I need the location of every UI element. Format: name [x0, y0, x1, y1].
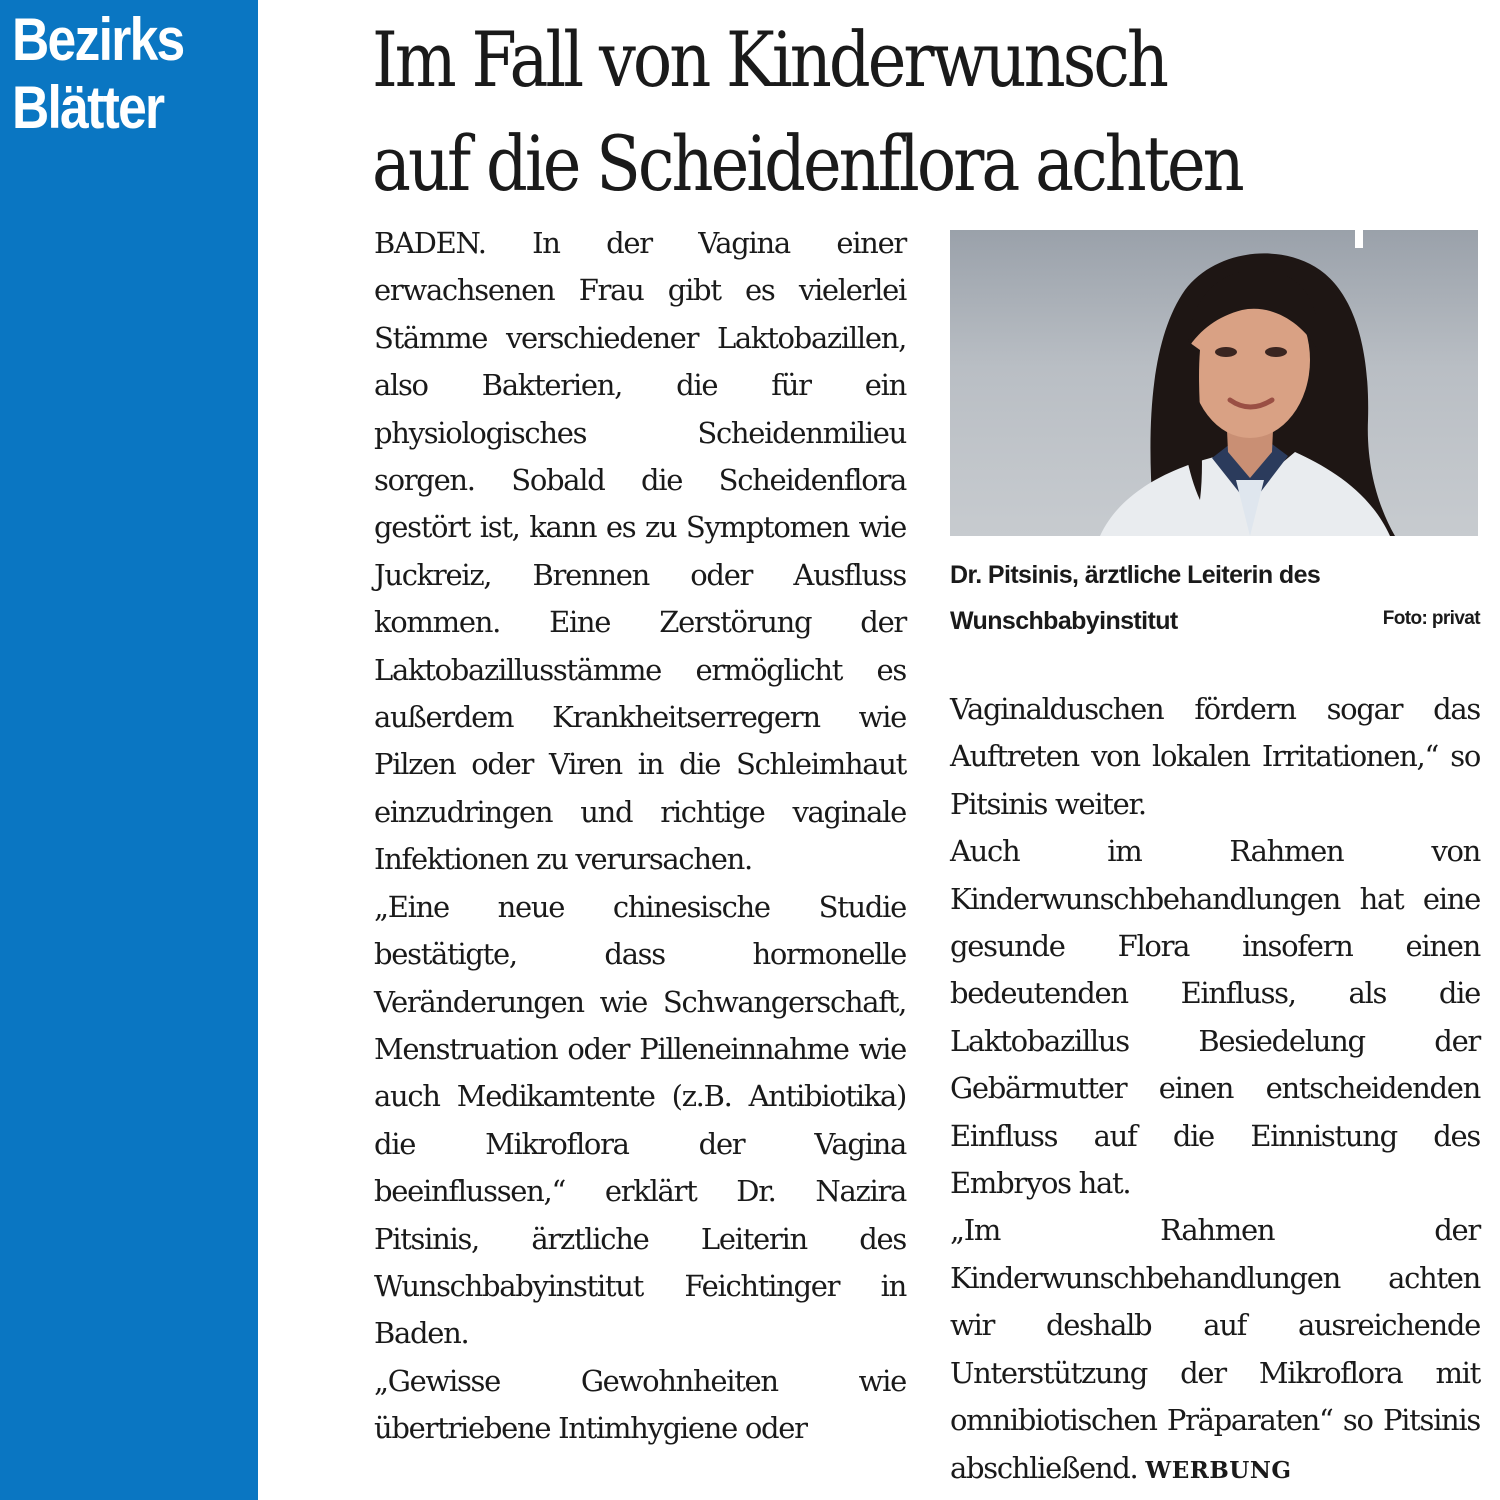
paragraph-fertility: Auch im Rahmen von Kinderwunschbehandlungen hat eine gesunde Flora insofern einen bedeutenden Einfluss, als die Laktobazillus Besiedelung der Gebärmutter einen entscheidenden Einfluss auf die Einnistung des Embryos hat. [950, 834, 1480, 1201]
article-column-left [374, 220, 906, 1453]
headline-line-2: auf die Scheidenflora achten [372, 119, 1242, 208]
conclusion-text: „Im Rahmen der Kinderwunschbehandlungen achten wir deshalb auf ausreichende Unterstützung der Mikroflora mit omnibiotischen Präparaten“ so Pitsinis abschließend. [950, 1213, 1480, 1485]
photo-credit: Foto: privat [1382, 608, 1480, 629]
article-column-right [950, 686, 1480, 1494]
portrait-illustration [950, 230, 1478, 536]
ad-label: WERBUNG [1145, 1456, 1292, 1484]
paragraph-quote-habits: „Gewisse Gewohnheiten wie übertriebene Intimhygiene oder [374, 1363, 906, 1446]
sidebar-band [0, 0, 258, 1500]
portrait-photo [950, 230, 1478, 536]
paragraph-irritations: Vaginalduschen fördern sogar das Auftreten von lokalen Irritationen,“ so Pitsinis weiter. [950, 692, 1480, 821]
article-headline [372, 8, 1492, 216]
headline-line-1: Im Fall von Kinderwunsch [372, 15, 1166, 104]
paragraph-quote-study: „Eine neue chinesische Studie bestätigte, dass hormonelle Veränderungen wie Schwangerschaft, Menstruation oder Pilleneinnahme wie auch Medikamtente (z.B. Antibiotika) die Mikroflora der Vagina beeinflussen,“ erklärt Dr. Nazira Pitsinis, ärztliche Leiterin des Wunschbabyinstitut Feichtinger in Baden. [374, 889, 906, 1351]
logo-line-1: Bezirks [12, 6, 184, 73]
paragraph-conclusion [950, 1207, 1480, 1493]
paragraph-intro: BADEN. In der Vagina einer erwachsenen Frau gibt es vielerlei Stämme verschiedener Laktobazillen, also Bakterien, die für ein physiologisches Scheidenmilieu sorgen. Sobald die Scheidenflora gestört ist, kann es zu Symptomen wie Juckreiz, Brennen oder Ausfluss kommen. Eine Zerstörung der Laktobazillusstämme ermöglicht es außerdem Krankheitserregern wie Pilzen oder Viren in die Schleimhaut einzudringen und richtige vaginale Infektionen zu verursachen. [374, 226, 906, 877]
photo-caption [950, 552, 1480, 644]
publication-logo [12, 6, 211, 142]
caption-text: Dr. Pitsinis, ärztliche Leiterin des Wunschbabyinstitut [950, 561, 1321, 635]
logo-line-2: Blätter [12, 74, 164, 141]
